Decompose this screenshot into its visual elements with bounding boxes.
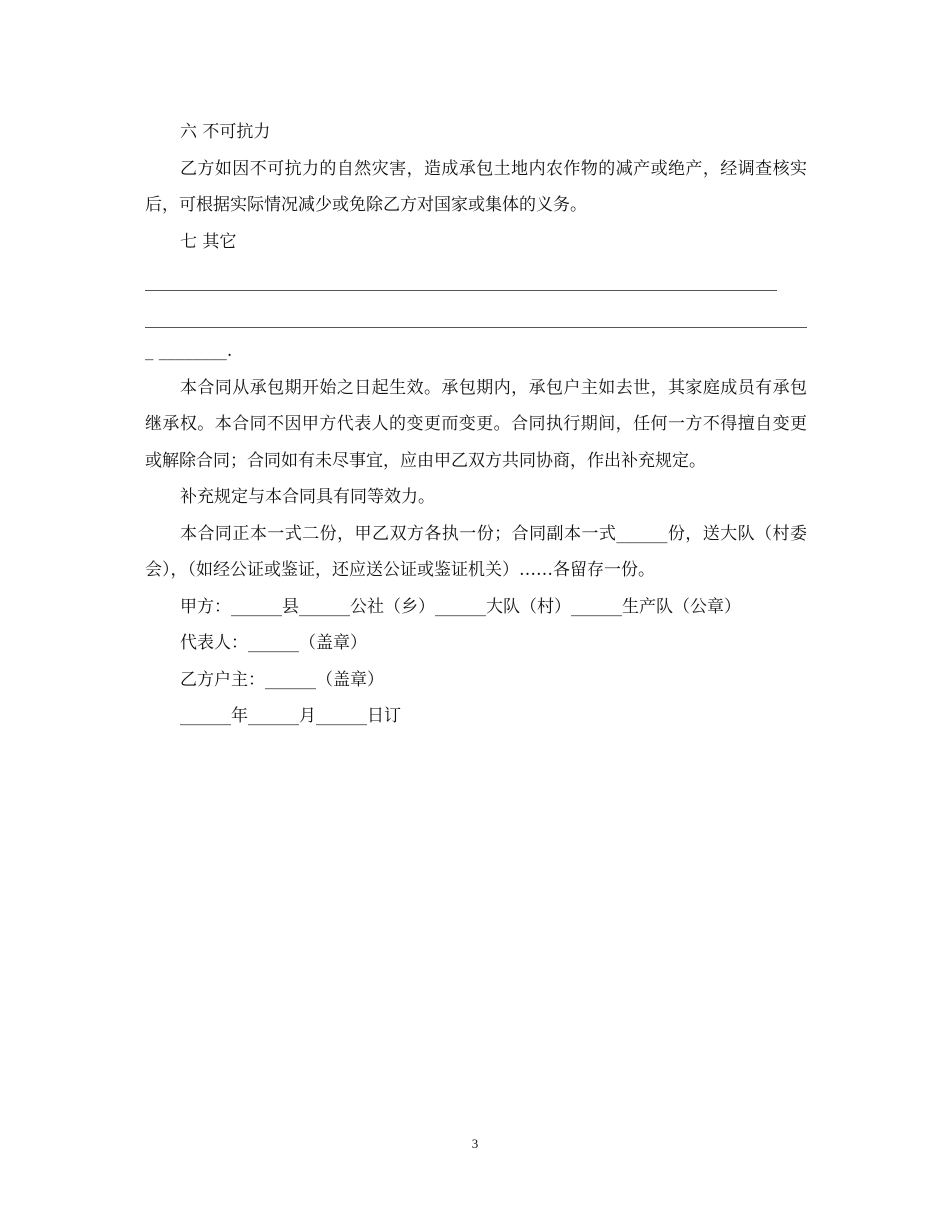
blank-line-end: _ ________. [145,341,233,361]
blank-line-2 [145,297,807,334]
force-majeure-clause: 乙方如因不可抗力的自然灾害，造成承包土地内农作物的减产或绝产，经调查核实后，可根据实际情况减少或免除乙方对国家或集体的义务。 [145,158,807,215]
effective-clause: 本合同从承包期开始之日起生效。承包期内，承包户主如去世，其家庭成员有承包继承权。本合同不因甲方代表人的变更而变更。合同执行期间，任何一方不得擅自变更或解除合同；合同如有未尽事宜，应由甲乙双方共同协商，作出补充规定。 [145,377,807,471]
party-b-signature: 乙方户主：______（盖章） [180,669,384,690]
representative-signature: 代表人：______（盖章） [180,633,367,653]
section-heading-other: 七 其它 [180,231,237,252]
document-body [145,114,807,735]
page-number: 3 [471,1136,479,1151]
supplement-clause: 补充规定与本合同具有同等效力。 [180,487,435,507]
blank-line-1 [145,260,807,297]
section-heading-force-majeure: 六 不可抗力 [180,122,271,142]
party-a-signature: 甲方：______县______公社（乡）______大队（村）______生产队（公章） [180,596,741,617]
copies-clause: 本合同正本一式二份，甲乙双方各执一份；合同副本一式______份，送大队（村委会），（如经公证或鉴证，还应送公证或鉴证机关）……各留存一份。 [145,523,807,580]
signing-date: ______年______月______日订 [180,706,401,726]
